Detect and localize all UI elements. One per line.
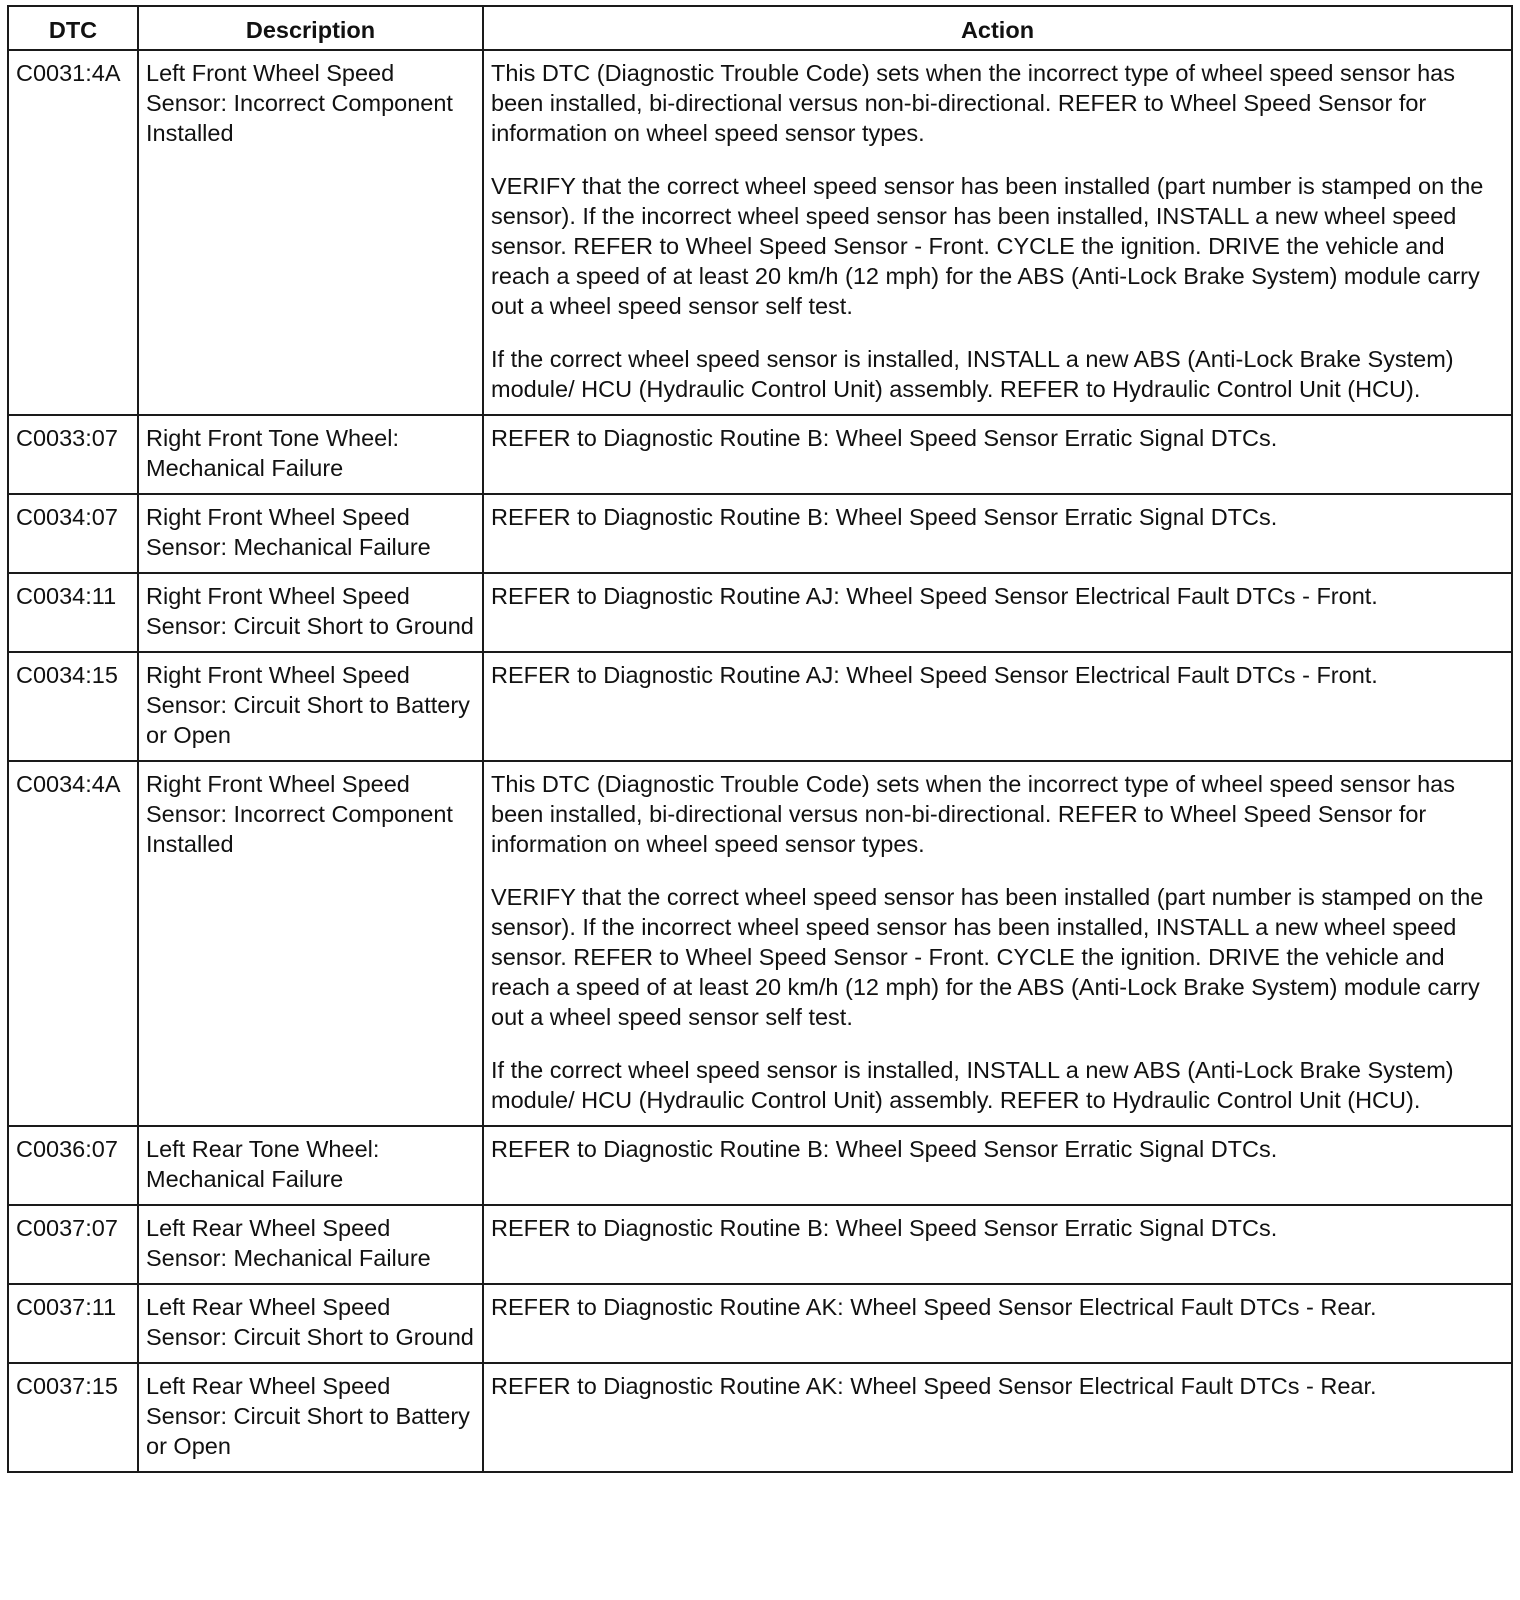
action-paragraph: REFER to Diagnostic Routine AJ: Wheel Speed Sensor Electrical Fault DTCs - Front. [491,583,1378,609]
dtc-description-cell: Left Rear Wheel Speed Sensor: Circuit Short to Ground [138,1284,483,1363]
dtc-action-cell [483,1363,1512,1472]
table-row [8,494,1512,573]
dtc-code-cell: C0034:07 [8,494,138,573]
action-paragraph: VERIFY that the correct wheel speed sensor has been installed (part number is stamped on the sensor). If the incorrect wheel speed sensor has been installed, INSTALL a new wheel speed sensor. REFER to Wheel Speed Sensor - Front. CYCLE the ignition. DRIVE the vehicle and reach a speed of at least 20 km/h (12 mph) for the ABS (Anti-Lock Brake System) module carry out a wheel speed sensor self test. [491,884,1484,1030]
dtc-action-cell [483,761,1512,1126]
dtc-action-cell [483,1126,1512,1205]
table-row [8,1205,1512,1284]
action-paragraph: This DTC (Diagnostic Trouble Code) sets when the incorrect type of wheel speed sensor has been installed, bi-directional versus non-bi-directional. REFER to Wheel Speed Sensor for information on wheel speed sensor types. [491,60,1455,146]
dtc-code-cell: C0034:15 [8,652,138,761]
dtc-description-cell: Right Front Wheel Speed Sensor: Incorrect Component Installed [138,761,483,1126]
header-description: Description [138,6,483,50]
dtc-description-cell: Left Front Wheel Speed Sensor: Incorrect Component Installed [138,50,483,415]
table-row [8,573,1512,652]
dtc-description-cell: Right Front Tone Wheel: Mechanical Failure [138,415,483,494]
dtc-code-cell: C0034:4A [8,761,138,1126]
table-header-row [8,6,1512,50]
table-row [8,415,1512,494]
table-row [8,1284,1512,1363]
action-paragraph: REFER to Diagnostic Routine B: Wheel Speed Sensor Erratic Signal DTCs. [491,1136,1278,1162]
table-row [8,761,1512,1126]
dtc-action-cell [483,415,1512,494]
dtc-description-cell: Left Rear Wheel Speed Sensor: Circuit Short to Battery or Open [138,1363,483,1472]
dtc-action-cell [483,1284,1512,1363]
action-paragraph: REFER to Diagnostic Routine B: Wheel Speed Sensor Erratic Signal DTCs. [491,425,1278,451]
action-paragraph: If the correct wheel speed sensor is installed, INSTALL a new ABS (Anti-Lock Brake System) module/ HCU (Hydraulic Control Unit) assembly. REFER to Hydraulic Control Unit (HCU). [491,346,1454,402]
dtc-description-cell: Right Front Wheel Speed Sensor: Circuit Short to Battery or Open [138,652,483,761]
dtc-code-cell: C0037:15 [8,1363,138,1472]
header-dtc: DTC [8,6,138,50]
dtc-code-cell: C0034:11 [8,573,138,652]
dtc-code-cell: C0033:07 [8,415,138,494]
dtc-description-cell: Left Rear Wheel Speed Sensor: Mechanical Failure [138,1205,483,1284]
dtc-action-cell [483,1205,1512,1284]
action-paragraph: VERIFY that the correct wheel speed sensor has been installed (part number is stamped on the sensor). If the incorrect wheel speed sensor has been installed, INSTALL a new wheel speed sensor. REFER to Wheel Speed Sensor - Front. CYCLE the ignition. DRIVE the vehicle and reach a speed of at least 20 km/h (12 mph) for the ABS (Anti-Lock Brake System) module carry out a wheel speed sensor self test. [491,173,1484,319]
dtc-action-cell [483,494,1512,573]
dtc-action-cell [483,652,1512,761]
dtc-table [7,5,1513,1473]
dtc-action-cell [483,573,1512,652]
action-paragraph: If the correct wheel speed sensor is installed, INSTALL a new ABS (Anti-Lock Brake System) module/ HCU (Hydraulic Control Unit) assembly. REFER to Hydraulic Control Unit (HCU). [491,1057,1454,1113]
action-paragraph: REFER to Diagnostic Routine B: Wheel Speed Sensor Erratic Signal DTCs. [491,1215,1278,1241]
action-paragraph: REFER to Diagnostic Routine AK: Wheel Speed Sensor Electrical Fault DTCs - Rear. [491,1373,1377,1399]
dtc-description-cell: Right Front Wheel Speed Sensor: Circuit Short to Ground [138,573,483,652]
dtc-code-cell: C0037:11 [8,1284,138,1363]
dtc-code-cell: C0031:4A [8,50,138,415]
dtc-document [7,5,1513,1473]
table-row [8,1363,1512,1472]
dtc-code-cell: C0036:07 [8,1126,138,1205]
dtc-description-cell: Right Front Wheel Speed Sensor: Mechanical Failure [138,494,483,573]
table-row [8,1126,1512,1205]
table-body [8,50,1512,1472]
table-row [8,652,1512,761]
dtc-description-cell: Left Rear Tone Wheel: Mechanical Failure [138,1126,483,1205]
action-paragraph: REFER to Diagnostic Routine AK: Wheel Speed Sensor Electrical Fault DTCs - Rear. [491,1294,1377,1320]
header-action: Action [483,6,1512,50]
action-paragraph: REFER to Diagnostic Routine B: Wheel Speed Sensor Erratic Signal DTCs. [491,504,1278,530]
dtc-code-cell: C0037:07 [8,1205,138,1284]
table-row [8,50,1512,415]
dtc-action-cell [483,50,1512,415]
action-paragraph: This DTC (Diagnostic Trouble Code) sets when the incorrect type of wheel speed sensor has been installed, bi-directional versus non-bi-directional. REFER to Wheel Speed Sensor for information on wheel speed sensor types. [491,771,1455,857]
action-paragraph: REFER to Diagnostic Routine AJ: Wheel Speed Sensor Electrical Fault DTCs - Front. [491,662,1378,688]
